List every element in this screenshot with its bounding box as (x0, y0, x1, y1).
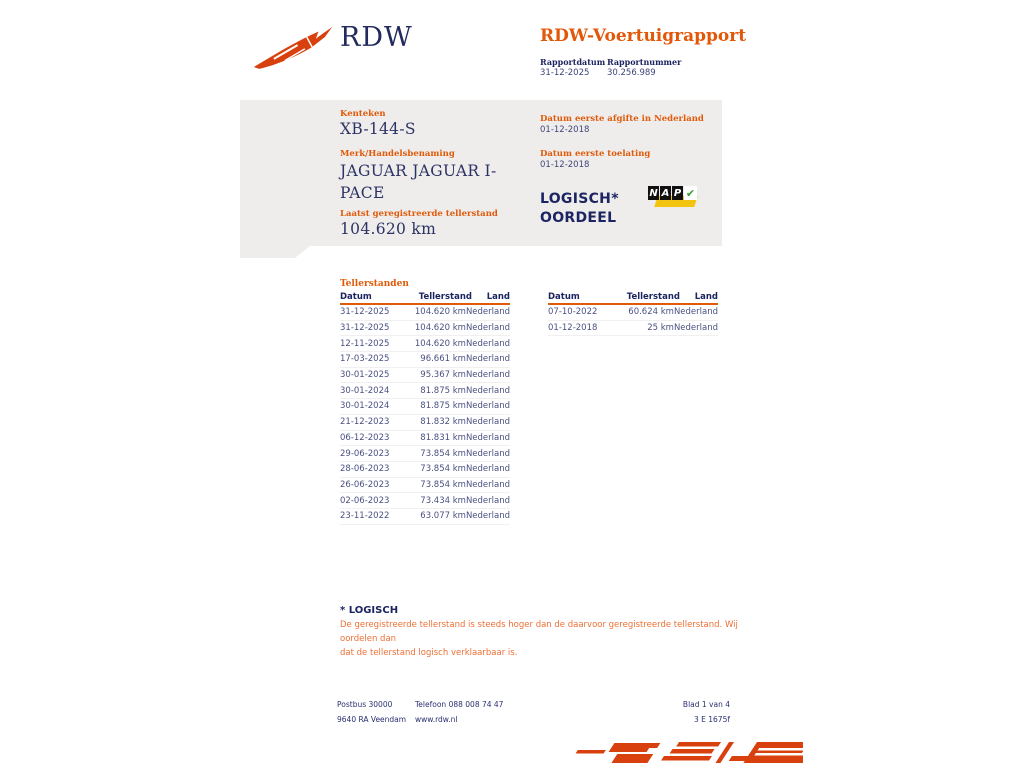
table-header-row (548, 290, 718, 305)
table-body (548, 305, 718, 336)
report-number-label: Rapportnummer (607, 57, 682, 67)
kenteken-value: XB-144-S (340, 120, 416, 138)
toelating-label: Datum eerste toelating (540, 149, 651, 159)
cell-datum: 31-12-2025 (340, 307, 390, 318)
footer-contact (415, 697, 503, 727)
table-row (548, 305, 718, 321)
cell-land: Nederland (465, 417, 510, 428)
cell-datum: 29-06-2023 (340, 448, 390, 459)
nap-checkmark-icon: ✔ (685, 186, 696, 200)
cell-tellerstand: 81.875 km (420, 385, 466, 396)
cell-land: Nederland (465, 432, 510, 443)
table-header-row (340, 290, 510, 305)
cell-tellerstand: 95.367 km (420, 370, 466, 381)
col-header-land: Land (694, 291, 718, 302)
cell-land: Nederland (465, 354, 510, 365)
table-row (340, 305, 510, 321)
afgifte-value: 01-12-2018 (540, 125, 590, 135)
table-row (340, 368, 510, 384)
afgifte-label: Datum eerste afgifte in Nederland (540, 114, 704, 124)
page-title: RDW-Voertuigrapport (540, 26, 747, 46)
table-row (340, 383, 510, 399)
cell-land: Nederland (465, 338, 510, 349)
table-row (340, 478, 510, 494)
table-row (548, 321, 718, 337)
cell-tellerstand: 81.875 km (420, 401, 466, 412)
cell-tellerstand: 81.832 km (420, 417, 466, 428)
cell-land: Nederland (673, 323, 718, 334)
footer-page-indicator: Blad 1 van 4 (682, 700, 730, 709)
footer-website: www.rdw.nl (415, 715, 458, 724)
table-row (340, 462, 510, 478)
rdw-wordmark: RDW (340, 22, 413, 53)
table-row (340, 352, 510, 368)
cell-land: Nederland (465, 495, 510, 506)
nap-letter-n: N (649, 187, 658, 199)
toelating-value: 01-12-2018 (540, 160, 590, 170)
cell-datum: 21-12-2023 (340, 417, 390, 428)
table-row (340, 399, 510, 415)
cell-datum: 30-01-2025 (340, 370, 390, 381)
report-date-value: 31-12-2025 (540, 68, 590, 78)
speed-marks-graphic (543, 739, 803, 768)
nap-letter-a: A (661, 187, 670, 199)
kenteken-label: Kenteken (340, 109, 386, 119)
cell-datum: 31-12-2025 (340, 323, 390, 334)
cell-land: Nederland (465, 323, 510, 334)
nap-logo-icon (648, 186, 698, 210)
col-header-tellerstand: Tellerstand (626, 291, 680, 302)
cell-tellerstand: 96.661 km (420, 354, 466, 365)
table-row (340, 431, 510, 447)
table-body (340, 305, 510, 525)
cell-land: Nederland (465, 464, 510, 475)
report-date-label: Rapportdatum (540, 57, 606, 67)
footer-address-line2: 9640 RA Veendam (337, 715, 407, 724)
cell-tellerstand: 81.831 km (420, 432, 466, 443)
cell-tellerstand: 104.620 km (414, 307, 466, 318)
cell-datum: 12-11-2025 (340, 338, 390, 349)
tellerstanden-section-title: Tellerstanden (340, 279, 409, 289)
footer-form-code: 3 E 1675f (693, 715, 730, 724)
cell-land: Nederland (465, 307, 510, 318)
cell-land: Nederland (465, 370, 510, 381)
footer-phone: Telefoon 088 008 74 47 (415, 700, 504, 709)
col-header-land: Land (486, 291, 510, 302)
cell-datum: 28-06-2023 (340, 464, 390, 475)
table-row (340, 415, 510, 431)
table-row (340, 493, 510, 509)
cell-datum: 30-01-2024 (340, 401, 390, 412)
note-body-line2: dat de tellerstand logisch verklaarbaar is. (340, 648, 518, 658)
cell-datum: 26-06-2023 (340, 479, 390, 490)
rdw-wing-icon (252, 24, 334, 70)
tellerstanden-table-right (548, 290, 718, 336)
oordeel-line1: LOGISCH* (540, 191, 619, 207)
footer-address-line1: Postbus 30000 (337, 700, 393, 709)
cell-datum: 17-03-2025 (340, 354, 390, 365)
cell-land: Nederland (465, 479, 510, 490)
tellerstanden-table-left (340, 290, 510, 525)
cell-tellerstand: 73.434 km (420, 495, 466, 506)
cell-land: Nederland (465, 448, 510, 459)
col-header-tellerstand: Tellerstand (418, 291, 472, 302)
table-row (340, 509, 510, 525)
cell-datum: 02-06-2023 (340, 495, 390, 506)
cell-land: Nederland (465, 401, 510, 412)
oordeel-line2: OORDEEL (540, 210, 617, 226)
col-header-datum: Datum (548, 291, 580, 302)
cell-land: Nederland (465, 511, 510, 522)
nap-letter-p: P (673, 187, 682, 199)
oordeel-text (540, 190, 619, 228)
logisch-note-body (340, 618, 740, 660)
cell-land: Nederland (673, 307, 718, 318)
cell-datum: 30-01-2024 (340, 385, 390, 396)
note-body-line1: De geregistreerde tellerstand is steeds hoger dan de daarvoor geregistreerde tellerstand. Wij oordelen dan (340, 620, 738, 644)
cell-datum: 01-12-2018 (548, 323, 598, 334)
tellerstand-label: Laatst geregistreerde tellerstand (340, 209, 498, 219)
cell-datum: 23-11-2022 (340, 511, 390, 522)
merk-value: JAGUAR JAGUAR I-PACE (340, 162, 497, 202)
table-row (340, 336, 510, 352)
tellerstand-value: 104.620 km (340, 220, 437, 238)
footer-address (337, 697, 406, 727)
table-row (340, 446, 510, 462)
cell-tellerstand: 60.624 km (628, 307, 674, 318)
cell-tellerstand: 25 km (647, 323, 674, 334)
report-number-value: 30.256.989 (607, 68, 656, 78)
cell-tellerstand: 63.077 km (420, 511, 466, 522)
table-row (340, 321, 510, 337)
cell-tellerstand: 104.620 km (414, 338, 466, 349)
cell-tellerstand: 73.854 km (420, 448, 466, 459)
cell-land: Nederland (465, 385, 510, 396)
cell-tellerstand: 73.854 km (420, 479, 466, 490)
col-header-datum: Datum (340, 291, 372, 302)
cell-tellerstand: 73.854 km (420, 464, 466, 475)
cell-datum: 06-12-2023 (340, 432, 390, 443)
cell-tellerstand: 104.620 km (414, 323, 466, 334)
logisch-note-title: * LOGISCH (340, 605, 399, 616)
footer-meta (600, 697, 730, 727)
cell-datum: 07-10-2022 (548, 307, 598, 318)
merk-label: Merk/Handelsbenaming (340, 149, 455, 159)
